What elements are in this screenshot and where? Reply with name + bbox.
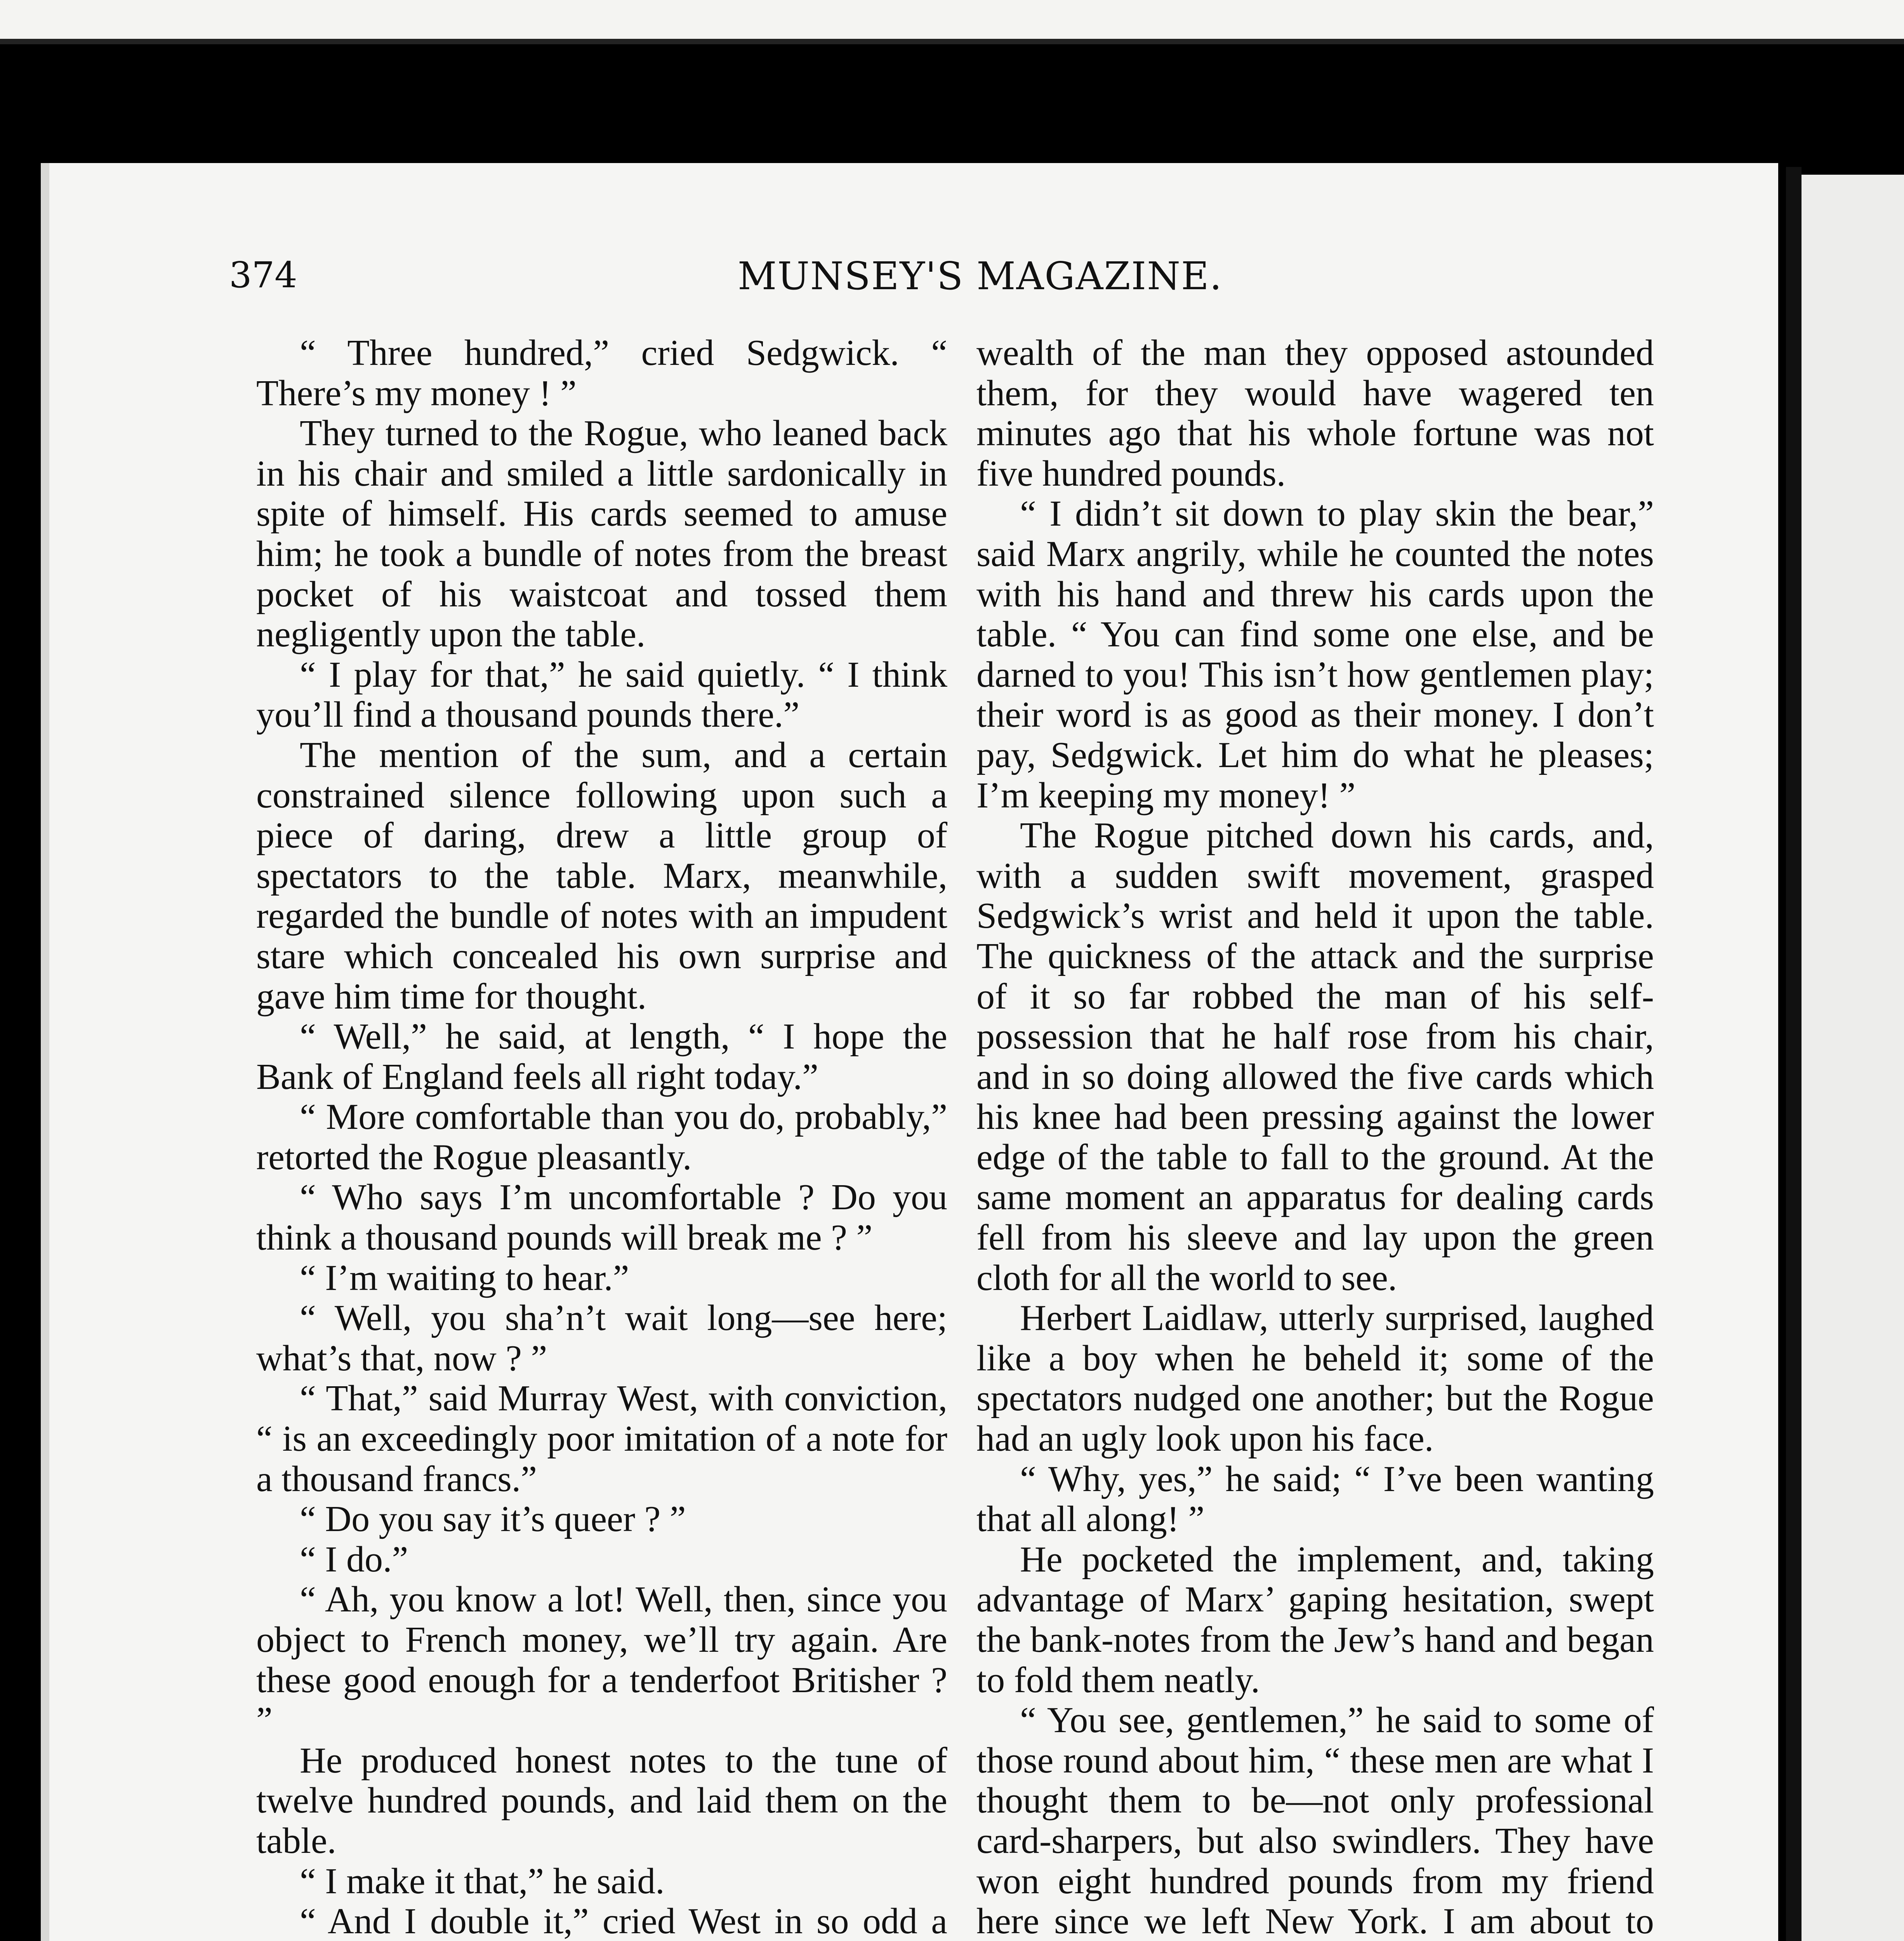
paragraph: The mention of the sum, and a certain constrained silence following upon such a piece of daring, drew a little group of spectators to the table. Marx, meanwhile, regarded the bundle of notes with an impudent stare which concealed his own surprise and gave him time for thought. bbox=[256, 734, 947, 1017]
paragraph: “ I didn’t sit down to play skin the bear,” said Marx angrily, while he counted the notes with his hand and threw his cards upon the table. “ You can find some one else, and be darned to you! This isn’t how gentlemen play; their word is as good as their money. I don’t pay, Sedgwick. Let him do what he pleases; I’m keeping my money! ” bbox=[976, 493, 1654, 816]
paragraph: “ You see, gentlemen,” he said to some of those round about him, “ these men are what I thought them to be—not only professional card-sharpers, but also swindlers. They have won eight hundred pounds from my friend here since we left New York. I am about to bbox=[976, 1700, 1654, 1941]
paragraph: “ I make it that,” he said. bbox=[300, 1861, 665, 1901]
paragraph: “ Who says I’m uncomfortable ? Do you think a thousand pounds will break me ? ” bbox=[256, 1177, 947, 1258]
paragraph: “ Three hundred,” cried Sedgwick. “ There’s my money ! ” bbox=[256, 333, 947, 413]
paragraph: “ Well, you sha’n’t wait long—see here; what’s that, now ? ” bbox=[256, 1298, 947, 1378]
right-column bbox=[976, 333, 1654, 1941]
book-gutter bbox=[1786, 167, 1802, 1941]
paragraph: “ And I double it,” cried West in so odd a bbox=[300, 1901, 947, 1941]
paragraph: “ Ah, you know a lot! Well, then, since you object to French money, we’ll try again. Are these good enough for a tenderfoot Britisher ? ” bbox=[256, 1579, 947, 1741]
paragraph: He produced honest notes to the tune of twelve hundred pounds, and laid them on the table. bbox=[256, 1740, 947, 1861]
page-number: 374 bbox=[229, 254, 297, 296]
paragraph: The Rogue pitched down his cards, and, with a sudden swift movement, grasped Sedgwick’s wrist and held it upon the table. The quickness of the attack and the surprise of it so far robbed the man of his self-possession that he half rose from his chair, and in so doing allowed the five cards which his knee had been pressing against the lower edge of the table to fall to the ground. At the same moment an apparatus for dealing cards fell from his sleeve and lay upon the green cloth for all the world to see. bbox=[976, 815, 1654, 1298]
paragraph-continued: wealth of the man they opposed astounded them, for they would have wagered ten minutes ago that his whole fortune was not five hundred pounds. bbox=[976, 333, 1654, 494]
facing-page-edge bbox=[1802, 175, 1904, 1941]
previous-page-edge bbox=[0, 39, 1904, 44]
paragraph: “ Do you say it’s queer ? ” bbox=[300, 1499, 686, 1540]
paragraph: “ Well,” he said, at length, “ I hope the Bank of England feels all right today.” bbox=[256, 1016, 947, 1097]
paragraph: “ I do.” bbox=[300, 1539, 408, 1580]
left-column bbox=[256, 333, 947, 1941]
previous-page-strip bbox=[0, 0, 1904, 43]
paragraph: He pocketed the implement, and, taking advantage of Marx’ gaping hesitation, swept the bank-notes from the Jew’s hand and began to fold them neatly. bbox=[976, 1539, 1654, 1700]
paragraph: “ Why, yes,” he said; “ I’ve been wanting that all along! ” bbox=[976, 1458, 1654, 1540]
paragraph: They turned to the Rogue, who leaned back in his chair and smiled a little sardonically in spite of himself. His cards seemed to amuse him; he took a bundle of notes from the breast pocket of his waistcoat and tossed them negligently upon the table. bbox=[256, 413, 947, 655]
running-title: MUNSEY'S MAGAZINE. bbox=[738, 254, 1223, 299]
paragraph: Herbert Laidlaw, utterly surprised, laughed like a boy when he beheld it; some of the spectators nudged one another; but the Rogue had an ugly look upon his face. bbox=[976, 1298, 1654, 1459]
paragraph: “ I’m waiting to hear.” bbox=[300, 1257, 629, 1298]
paragraph: “ That,” said Murray West, with conviction, “ is an exceedingly poor imitation of a note for a thousand francs.” bbox=[256, 1378, 947, 1499]
paragraph: “ More comfortable than you do, probably,” retorted the Rogue pleasantly. bbox=[256, 1097, 947, 1177]
paragraph: “ I play for that,” he said quietly. “ I think you’ll find a thousand pounds there.” bbox=[256, 654, 947, 735]
